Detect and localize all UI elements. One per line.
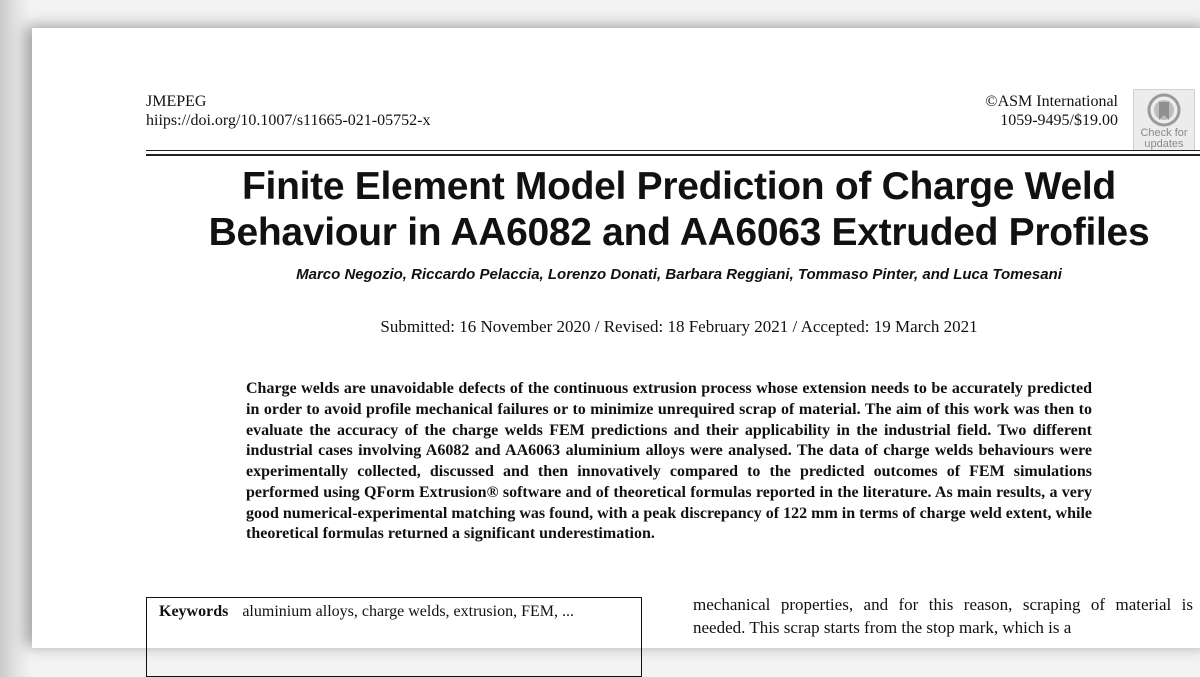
keywords-box — [146, 597, 642, 677]
keywords-label: Keywords — [159, 603, 229, 620]
check-for-updates-label: Check for updates — [1140, 127, 1188, 150]
title-line-1: Finite Element Model Prediction of Charge Weld — [242, 165, 1116, 208]
publisher-header — [985, 92, 1118, 130]
price-code: 1059-9495/$19.00 — [1000, 112, 1118, 129]
header-rule-thick — [146, 154, 1200, 156]
author-list: Marco Negozio, Riccardo Pelaccia, Lorenzo Donati, Barbara Reggiani, Tommaso Pinter, and Luca Tomesani — [296, 266, 1062, 283]
article-title — [146, 164, 1200, 256]
bookmark-ring-icon — [1147, 93, 1181, 127]
keywords-text: aluminium alloys, charge welds, extrusion, FEM, ... — [242, 603, 574, 620]
abstract: Charge welds are unavoidable defects of the continuous extrusion process whose extension needs to be accurately predicted in order to avoid profile mechanical failures or to minimize unrequired scrap of material. The aim of this work was then to evaluate the accuracy of the charge welds FEM predictions and their applicability in the industrial field. Two different industrial cases involving A6082 and AA6063 aluminium alloys were analysed. The data of charge welds behaviours were experimentally collected, discussed and then innovatively compared to the predicted outcomes of FEM simulations performed using QForm Extrusion® software and of theoretical formulas reported in the literature. As main results, a very good numerical-experimental matching was found, with a peak discrepancy of 122 mm in terms of charge weld extent, while theoretical formulas returned a significant underestimation. — [246, 380, 1092, 543]
publisher-name: ©ASM International — [985, 93, 1118, 110]
body-text-column: mechanical properties, and for this reason, scraping of material is needed. This scrap starts from the stop mark, which is a — [693, 595, 1193, 637]
journal-header — [146, 92, 430, 130]
doi-link[interactable]: hiips://doi.org/10.1007/s11665-021-05752-x — [146, 112, 431, 129]
title-line-2: Behaviour in AA6082 and AA6063 Extruded Profiles — [208, 211, 1150, 254]
journal-code: JMEPEG — [146, 93, 207, 110]
article-page — [32, 28, 1200, 648]
check-for-updates-badge[interactable] — [1133, 89, 1195, 151]
header-rule-thin — [146, 150, 1200, 151]
submission-dates: Submitted: 16 November 2020 / Revised: 18 February 2021 / Accepted: 19 March 2021 — [380, 317, 978, 336]
